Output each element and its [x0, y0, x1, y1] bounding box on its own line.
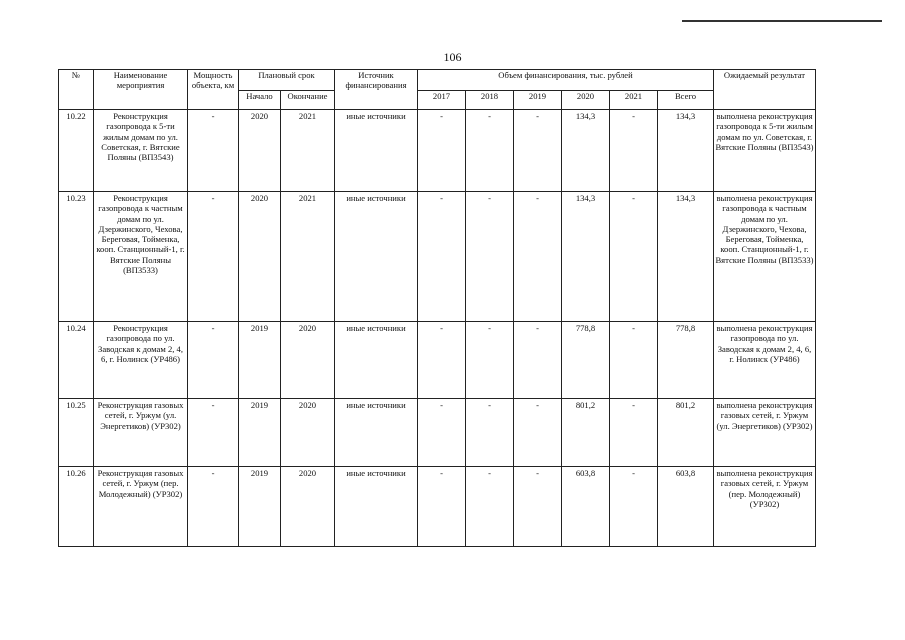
header-result: Ожидаемый результат	[714, 70, 816, 110]
table-row	[59, 399, 816, 467]
row-num: 10.23	[59, 192, 94, 322]
header-year-2017: 2017	[418, 91, 466, 110]
row-value-2018: -	[466, 399, 514, 467]
row-start: 2019	[239, 322, 281, 399]
row-capacity: -	[188, 192, 239, 322]
row-value-2020: 801,2	[562, 399, 610, 467]
row-source: иные источники	[335, 110, 418, 192]
header-year-2021: 2021	[610, 91, 658, 110]
row-name: Реконструкция газопровода к 5-ти жилым домам по ул. Советская, г. Вятские Поляны (ВП3543)	[94, 110, 188, 192]
row-source: иные источники	[335, 467, 418, 547]
header-funding: Объем финансирования, тыс. рублей	[418, 70, 714, 91]
row-value-2019: -	[514, 110, 562, 192]
row-name: Реконструкция газовых сетей, г. Уржум (пер. Молодежный) (УР302)	[94, 467, 188, 547]
row-total: 134,3	[658, 110, 714, 192]
row-value-2017: -	[418, 467, 466, 547]
row-total: 603,8	[658, 467, 714, 547]
row-capacity: -	[188, 322, 239, 399]
row-capacity: -	[188, 110, 239, 192]
table-row	[59, 467, 816, 547]
row-value-2020: 778,8	[562, 322, 610, 399]
row-value-2018: -	[466, 467, 514, 547]
row-value-2021: -	[610, 322, 658, 399]
row-value-2018: -	[466, 192, 514, 322]
header-year-2020: 2020	[562, 91, 610, 110]
row-value-2018: -	[466, 322, 514, 399]
header-num: №	[59, 70, 94, 110]
row-value-2021: -	[610, 467, 658, 547]
funding-table	[58, 69, 816, 547]
row-result: выполнена реконструкция газовых сетей, г. Уржум (ул. Энергетиков) (УР302)	[714, 399, 816, 467]
table-row	[59, 192, 816, 322]
row-value-2021: -	[610, 399, 658, 467]
row-end: 2020	[281, 399, 335, 467]
row-start: 2020	[239, 110, 281, 192]
row-value-2017: -	[418, 322, 466, 399]
header-start: Начало	[239, 91, 281, 110]
row-value-2019: -	[514, 399, 562, 467]
row-value-2017: -	[418, 192, 466, 322]
row-value-2017: -	[418, 110, 466, 192]
row-start: 2020	[239, 192, 281, 322]
row-source: иные источники	[335, 192, 418, 322]
header-name: Наименование мероприятия	[94, 70, 188, 110]
row-value-2017: -	[418, 399, 466, 467]
header-rule	[682, 20, 882, 22]
row-value-2021: -	[610, 110, 658, 192]
row-result: выполнена реконструкция газопровода к 5-ти жилым домам по ул. Советская, г. Вятские Поляны (ВП3543)	[714, 110, 816, 192]
row-name: Реконструкция газопровода по ул. Заводская к домам 2, 4, 6, г. Нолинск (УР486)	[94, 322, 188, 399]
header-total: Всего	[658, 91, 714, 110]
page-number: 106	[443, 50, 462, 64]
header-row	[59, 70, 816, 91]
header-source: Источник финансирования	[335, 70, 418, 110]
row-start: 2019	[239, 467, 281, 547]
row-total: 134,3	[658, 192, 714, 322]
row-result: выполнена реконструкция газовых сетей, г. Уржум (пер. Молодежный) (УР302)	[714, 467, 816, 547]
row-value-2020: 134,3	[562, 110, 610, 192]
row-num: 10.22	[59, 110, 94, 192]
row-end: 2020	[281, 322, 335, 399]
row-value-2018: -	[466, 110, 514, 192]
row-result: выполнена реконструкция газопровода по ул. Заводская к домам 2, 4, 6, г. Нолинск (УР486)	[714, 322, 816, 399]
row-total: 801,2	[658, 399, 714, 467]
row-source: иные источники	[335, 322, 418, 399]
row-end: 2021	[281, 192, 335, 322]
row-value-2020: 134,3	[562, 192, 610, 322]
row-capacity: -	[188, 399, 239, 467]
row-end: 2020	[281, 467, 335, 547]
header-year-2019: 2019	[514, 91, 562, 110]
row-num: 10.24	[59, 322, 94, 399]
row-start: 2019	[239, 399, 281, 467]
row-capacity: -	[188, 467, 239, 547]
row-num: 10.25	[59, 399, 94, 467]
row-total: 778,8	[658, 322, 714, 399]
table-row	[59, 110, 816, 192]
header-end: Окончание	[281, 91, 335, 110]
row-result: выполнена реконструкция газопровода к частным домам по ул. Дзержинского, Чехова, Береговая, Тойменка, кооп. Станционный-1, г. Вятские Поляны (ВП3533)	[714, 192, 816, 322]
row-end: 2021	[281, 110, 335, 192]
row-value-2021: -	[610, 192, 658, 322]
row-value-2019: -	[514, 192, 562, 322]
header-planned-term: Плановый срок	[239, 70, 335, 91]
row-value-2020: 603,8	[562, 467, 610, 547]
row-value-2019: -	[514, 322, 562, 399]
row-name: Реконструкция газовых сетей, г. Уржум (ул. Энергетиков) (УР302)	[94, 399, 188, 467]
row-value-2019: -	[514, 467, 562, 547]
row-name: Реконструкция газопровода к частным домам по ул. Дзержинского, Чехова, Береговая, Тойменка, кооп. Станционный-1, г. Вятские Поляны (ВП3533)	[94, 192, 188, 322]
header-capacity: Мощность объекта, км	[188, 70, 239, 110]
row-num: 10.26	[59, 467, 94, 547]
row-source: иные источники	[335, 399, 418, 467]
header-year-2018: 2018	[466, 91, 514, 110]
table-row	[59, 322, 816, 399]
